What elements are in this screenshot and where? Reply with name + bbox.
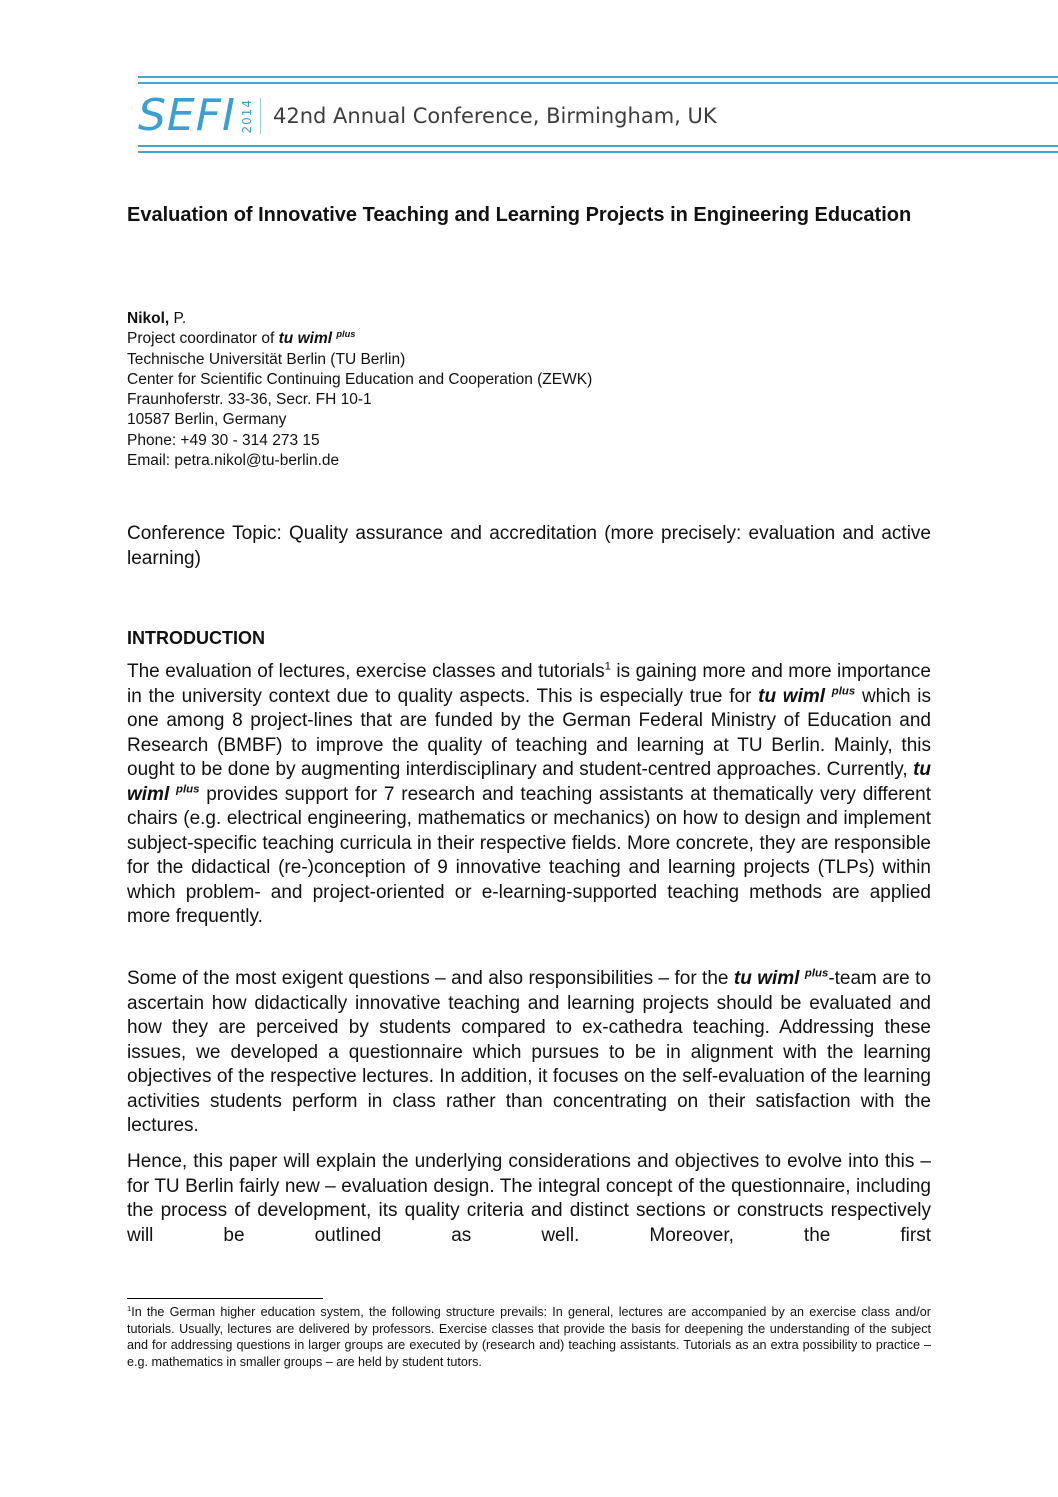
- body-paragraph: Some of the most exigent questions – and also responsibilities – for the tu wiml $^{plus}$-team are to ascertain how didactically innovative teaching and learning projects should be evaluated and how they are perceived by students compared to ex-cathedra teaching. Addressing these issues, we developed a questionnaire which pursues to be in alignment with the learning objectives of the respective lectures. In addition, it focuses on the self-evaluation of the learning activities students perform in class rather than concentrating on their satisfaction with the lectures.: [127, 967, 932, 1136]
- footnote-ref: 1: [604, 660, 611, 673]
- header-rule-bottom: [138, 145, 1058, 157]
- address-line: 10587 Berlin, Germany: [127, 411, 287, 429]
- affiliation-line: Center for Scientific Continuing Education and Cooperation (ZEWK): [127, 370, 593, 388]
- body-paragraph: The evaluation of lectures, exercise classes and tutorials$^1$ is gaining more and more importance in the university context due to quality aspects. This is especially true for tu wiml $^{plus}$ which is one among 8 project-lines that are funded by the German Federal Ministry of Education and Research (BMBF) to improve the quality of teaching and learning at TU Berlin. Mainly, this ought to be done by augmenting interdisciplinary and student-centred approaches. Currently, tu wiml $^{plus}$ provides support for 7 research and teaching assistants at thematically very different chairs (e.g. electrical engineering, mathematics or mechanics) on how to design and implement subject-specific teaching curricula in their respective fields. More concrete, they are responsible for the didactical (re-)conception of 9 innovative teaching and learning projects (TLPs) within which problem- and project-oriented or e-learning-supported teaching methods are applied more frequently.: [127, 660, 932, 927]
- logo-year: 2014: [240, 98, 255, 134]
- logo-divider: [260, 98, 261, 134]
- footnote-mark: 1: [127, 1303, 132, 1313]
- author-initial: P.: [169, 310, 187, 327]
- footnote: [127, 1304, 931, 1370]
- footnote-rule: [127, 1298, 323, 1299]
- author-surname: Nikol,: [127, 310, 170, 327]
- conference-logo: [138, 92, 717, 140]
- author-role: Project coordinator of tu wiml $^{plus}$: [127, 329, 356, 348]
- header-rule-top: [138, 76, 1058, 88]
- conference-title: 42nd Annual Conference, Birmingham, UK: [273, 104, 717, 128]
- email-line: Email: petra.nikol@tu-berlin.de: [127, 452, 340, 470]
- author-name-line: [127, 309, 931, 329]
- project-name: tu wiml: [278, 330, 333, 348]
- author-block: [127, 309, 931, 471]
- sefi-logo-mark: SEFI: [138, 90, 237, 141]
- affiliation-line: Technische Universität Berlin (TU Berlin): [127, 350, 406, 368]
- section-heading: INTRODUCTION: [127, 628, 265, 648]
- paper-title: Evaluation of Innovative Teaching and Learning Projects in Engineering Education: [127, 204, 912, 226]
- address-line: Fraunhoferstr. 33-36, Secr. FH 10-1: [127, 391, 372, 409]
- conference-topic: Conference Topic: Quality assurance and accreditation (more precisely: evaluation and active learning): [127, 523, 931, 569]
- footnote-text: In the German higher education system, the following structure prevails: In general, lectures are accompanied by an exercise class and/or tutorials. Usually, lectures are delivered by professors. Exercise classes that provide the basis for deepening the understanding of the subject and for addressing questions in larger groups are executed by (research and) teaching assistants. Tutorials as an extra possibility to practice – e.g. mathematics in smaller groups – are held by student tutors.: [127, 1305, 931, 1369]
- body-paragraph: Hence, this paper will explain the underlying considerations and objectives to evolve into this – for TU Berlin fairly new – evaluation design. The integral concept of the questionnaire, including the process of development, its quality criteria and distinct sections or constructs respectively will be outlined as well. Moreover, the first: [127, 1151, 931, 1246]
- phone-line: Phone: +49 30 - 314 273 15: [127, 431, 320, 449]
